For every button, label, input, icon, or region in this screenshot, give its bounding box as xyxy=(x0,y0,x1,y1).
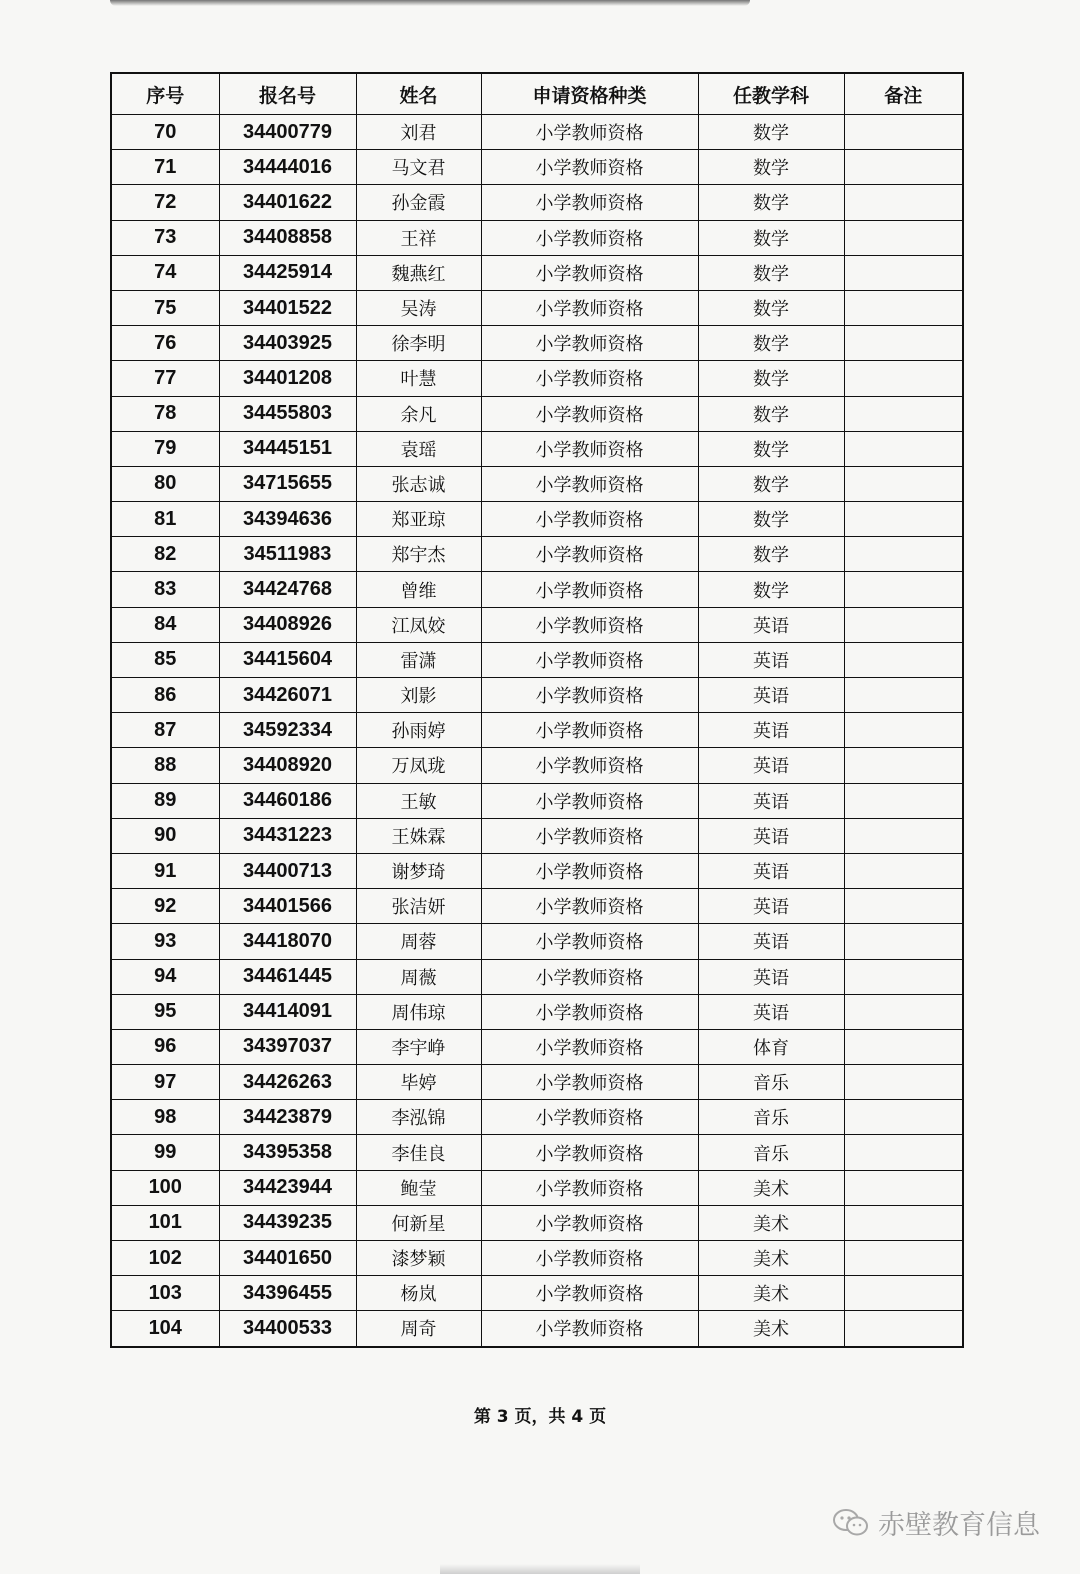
cell-subject: 数学 xyxy=(698,361,844,396)
cell-name: 刘君 xyxy=(356,115,481,150)
cell-remarks xyxy=(844,1100,963,1135)
cell-qualification-type: 小学教师资格 xyxy=(481,713,698,748)
cell-registration-number: 34395358 xyxy=(219,1135,356,1170)
cell-qualification-type: 小学教师资格 xyxy=(481,185,698,220)
cell-remarks xyxy=(844,466,963,501)
cell-remarks xyxy=(844,1311,963,1347)
cell-qualification-type: 小学教师资格 xyxy=(481,607,698,642)
cell-subject: 英语 xyxy=(698,713,844,748)
cell-qualification-type: 小学教师资格 xyxy=(481,361,698,396)
cell-remarks xyxy=(844,431,963,466)
table-row xyxy=(111,290,963,325)
cell-registration-number: 34461445 xyxy=(219,959,356,994)
cell-remarks xyxy=(844,1276,963,1311)
cell-index: 82 xyxy=(111,537,219,572)
cell-remarks xyxy=(844,326,963,361)
cell-name: 曾维 xyxy=(356,572,481,607)
cell-subject: 美术 xyxy=(698,1276,844,1311)
cell-index: 95 xyxy=(111,994,219,1029)
cell-registration-number: 34401622 xyxy=(219,185,356,220)
table-row xyxy=(111,959,963,994)
cell-registration-number: 34415604 xyxy=(219,642,356,677)
cell-index: 86 xyxy=(111,678,219,713)
cell-qualification-type: 小学教师资格 xyxy=(481,642,698,677)
cell-index: 97 xyxy=(111,1065,219,1100)
cell-qualification-type: 小学教师资格 xyxy=(481,502,698,537)
table-row xyxy=(111,220,963,255)
cell-remarks xyxy=(844,642,963,677)
cell-qualification-type: 小学教师资格 xyxy=(481,889,698,924)
cell-registration-number: 34401650 xyxy=(219,1241,356,1276)
scan-bottom-shadow xyxy=(440,1564,640,1574)
cell-remarks xyxy=(844,924,963,959)
cell-subject: 美术 xyxy=(698,1170,844,1205)
cell-remarks xyxy=(844,220,963,255)
cell-registration-number: 34423944 xyxy=(219,1170,356,1205)
cell-index: 88 xyxy=(111,748,219,783)
table-row xyxy=(111,326,963,361)
cell-name: 袁瑶 xyxy=(356,431,481,466)
cell-registration-number: 34408926 xyxy=(219,607,356,642)
table-row xyxy=(111,537,963,572)
cell-remarks xyxy=(844,1170,963,1205)
cell-qualification-type: 小学教师资格 xyxy=(481,537,698,572)
cell-registration-number: 34431223 xyxy=(219,818,356,853)
cell-subject: 数学 xyxy=(698,150,844,185)
header-remarks: 备注 xyxy=(844,73,963,115)
table-row xyxy=(111,607,963,642)
cell-qualification-type: 小学教师资格 xyxy=(481,572,698,607)
cell-index: 101 xyxy=(111,1205,219,1240)
cell-subject: 英语 xyxy=(698,959,844,994)
cell-index: 70 xyxy=(111,115,219,150)
cell-subject: 英语 xyxy=(698,748,844,783)
cell-name: 孙金霞 xyxy=(356,185,481,220)
table-row xyxy=(111,853,963,888)
cell-qualification-type: 小学教师资格 xyxy=(481,220,698,255)
cell-name: 魏燕红 xyxy=(356,255,481,290)
cell-registration-number: 34592334 xyxy=(219,713,356,748)
cell-registration-number: 34401566 xyxy=(219,889,356,924)
cell-qualification-type: 小学教师资格 xyxy=(481,853,698,888)
cell-index: 80 xyxy=(111,466,219,501)
cell-subject: 数学 xyxy=(698,326,844,361)
table-row xyxy=(111,361,963,396)
table-row xyxy=(111,1311,963,1347)
cell-name: 何新星 xyxy=(356,1205,481,1240)
table-row xyxy=(111,924,963,959)
cell-name: 周薇 xyxy=(356,959,481,994)
cell-subject: 数学 xyxy=(698,572,844,607)
cell-remarks xyxy=(844,185,963,220)
cell-remarks xyxy=(844,959,963,994)
cell-qualification-type: 小学教师资格 xyxy=(481,115,698,150)
cell-registration-number: 34408920 xyxy=(219,748,356,783)
cell-name: 鲍莹 xyxy=(356,1170,481,1205)
table-row xyxy=(111,1205,963,1240)
cell-remarks xyxy=(844,572,963,607)
page-number: 第 3 页，共 4 页 xyxy=(473,1407,607,1427)
cell-subject: 数学 xyxy=(698,537,844,572)
cell-remarks xyxy=(844,889,963,924)
cell-name: 王祥 xyxy=(356,220,481,255)
cell-index: 103 xyxy=(111,1276,219,1311)
cell-qualification-type: 小学教师资格 xyxy=(481,150,698,185)
cell-remarks xyxy=(844,150,963,185)
cell-registration-number: 34426071 xyxy=(219,678,356,713)
cell-index: 96 xyxy=(111,1029,219,1064)
cell-qualification-type: 小学教师资格 xyxy=(481,924,698,959)
cell-subject: 音乐 xyxy=(698,1135,844,1170)
cell-name: 吴涛 xyxy=(356,290,481,325)
cell-name: 周蓉 xyxy=(356,924,481,959)
cell-subject: 英语 xyxy=(698,678,844,713)
cell-name: 谢梦琦 xyxy=(356,853,481,888)
cell-remarks xyxy=(844,818,963,853)
cell-index: 92 xyxy=(111,889,219,924)
cell-remarks xyxy=(844,607,963,642)
cell-index: 73 xyxy=(111,220,219,255)
table-row xyxy=(111,396,963,431)
cell-subject: 数学 xyxy=(698,290,844,325)
header-name: 姓名 xyxy=(356,73,481,115)
cell-index: 102 xyxy=(111,1241,219,1276)
table-body xyxy=(111,115,963,1347)
table-row xyxy=(111,185,963,220)
cell-index: 81 xyxy=(111,502,219,537)
cell-registration-number: 34460186 xyxy=(219,783,356,818)
cell-registration-number: 34394636 xyxy=(219,502,356,537)
header-index: 序号 xyxy=(111,73,219,115)
cell-remarks xyxy=(844,502,963,537)
table-row xyxy=(111,466,963,501)
cell-remarks xyxy=(844,994,963,1029)
cell-index: 85 xyxy=(111,642,219,677)
cell-index: 99 xyxy=(111,1135,219,1170)
cell-remarks xyxy=(844,1065,963,1100)
table-row xyxy=(111,255,963,290)
cell-registration-number: 34424768 xyxy=(219,572,356,607)
cell-registration-number: 34423879 xyxy=(219,1100,356,1135)
wechat-logo-icon xyxy=(832,1507,870,1539)
header-row xyxy=(111,73,963,115)
cell-subject: 数学 xyxy=(698,431,844,466)
table-row xyxy=(111,1276,963,1311)
cell-subject: 美术 xyxy=(698,1241,844,1276)
cell-registration-number: 34400713 xyxy=(219,853,356,888)
cell-name: 李泓锦 xyxy=(356,1100,481,1135)
cell-name: 张洁妍 xyxy=(356,889,481,924)
cell-index: 89 xyxy=(111,783,219,818)
cell-index: 78 xyxy=(111,396,219,431)
cell-name: 李佳良 xyxy=(356,1135,481,1170)
cell-subject: 英语 xyxy=(698,853,844,888)
cell-qualification-type: 小学教师资格 xyxy=(481,1205,698,1240)
cell-name: 马文君 xyxy=(356,150,481,185)
table-row xyxy=(111,572,963,607)
cell-subject: 英语 xyxy=(698,994,844,1029)
table-row xyxy=(111,1029,963,1064)
header-subject: 任教学科 xyxy=(698,73,844,115)
cell-qualification-type: 小学教师资格 xyxy=(481,1311,698,1347)
watermark-text: 赤壁教育信息 xyxy=(878,1510,1040,1541)
cell-subject: 音乐 xyxy=(698,1100,844,1135)
cell-name: 郑宇杰 xyxy=(356,537,481,572)
cell-index: 72 xyxy=(111,185,219,220)
cell-index: 94 xyxy=(111,959,219,994)
cell-index: 84 xyxy=(111,607,219,642)
scan-top-shadow xyxy=(110,0,750,6)
cell-remarks xyxy=(844,537,963,572)
cell-index: 90 xyxy=(111,818,219,853)
cell-subject: 数学 xyxy=(698,255,844,290)
cell-qualification-type: 小学教师资格 xyxy=(481,290,698,325)
roster-table xyxy=(110,72,964,1348)
cell-index: 77 xyxy=(111,361,219,396)
cell-qualification-type: 小学教师资格 xyxy=(481,1100,698,1135)
cell-subject: 英语 xyxy=(698,924,844,959)
cell-remarks xyxy=(844,361,963,396)
cell-registration-number: 34426263 xyxy=(219,1065,356,1100)
cell-qualification-type: 小学教师资格 xyxy=(481,1065,698,1100)
table-row xyxy=(111,1100,963,1135)
cell-registration-number: 34511983 xyxy=(219,537,356,572)
cell-subject: 英语 xyxy=(698,783,844,818)
cell-qualification-type: 小学教师资格 xyxy=(481,678,698,713)
table-row xyxy=(111,748,963,783)
cell-qualification-type: 小学教师资格 xyxy=(481,1241,698,1276)
cell-registration-number: 34401208 xyxy=(219,361,356,396)
cell-remarks xyxy=(844,1029,963,1064)
cell-remarks xyxy=(844,1241,963,1276)
cell-subject: 英语 xyxy=(698,607,844,642)
cell-remarks xyxy=(844,783,963,818)
cell-registration-number: 34439235 xyxy=(219,1205,356,1240)
cell-qualification-type: 小学教师资格 xyxy=(481,994,698,1029)
cell-qualification-type: 小学教师资格 xyxy=(481,1135,698,1170)
cell-name: 周奇 xyxy=(356,1311,481,1347)
table-row xyxy=(111,502,963,537)
cell-name: 刘影 xyxy=(356,678,481,713)
cell-index: 87 xyxy=(111,713,219,748)
cell-subject: 美术 xyxy=(698,1311,844,1347)
table-row xyxy=(111,115,963,150)
cell-index: 76 xyxy=(111,326,219,361)
cell-name: 毕婷 xyxy=(356,1065,481,1100)
cell-name: 郑亚琼 xyxy=(356,502,481,537)
cell-name: 周伟琼 xyxy=(356,994,481,1029)
cell-qualification-type: 小学教师资格 xyxy=(481,1029,698,1064)
cell-index: 74 xyxy=(111,255,219,290)
cell-remarks xyxy=(844,853,963,888)
cell-remarks xyxy=(844,115,963,150)
cell-registration-number: 34414091 xyxy=(219,994,356,1029)
table-row xyxy=(111,642,963,677)
cell-subject: 体育 xyxy=(698,1029,844,1064)
cell-qualification-type: 小学教师资格 xyxy=(481,326,698,361)
cell-registration-number: 34401522 xyxy=(219,290,356,325)
cell-name: 孙雨婷 xyxy=(356,713,481,748)
cell-index: 79 xyxy=(111,431,219,466)
cell-remarks xyxy=(844,713,963,748)
cell-name: 杨岚 xyxy=(356,1276,481,1311)
table-row xyxy=(111,431,963,466)
cell-subject: 数学 xyxy=(698,396,844,431)
cell-subject: 数学 xyxy=(698,466,844,501)
cell-name: 雷潇 xyxy=(356,642,481,677)
table-row xyxy=(111,1170,963,1205)
table-row xyxy=(111,889,963,924)
cell-qualification-type: 小学教师资格 xyxy=(481,431,698,466)
cell-remarks xyxy=(844,678,963,713)
cell-name: 万凤珑 xyxy=(356,748,481,783)
cell-name: 王敏 xyxy=(356,783,481,818)
cell-remarks xyxy=(844,290,963,325)
cell-index: 83 xyxy=(111,572,219,607)
table-row xyxy=(111,994,963,1029)
cell-registration-number: 34403925 xyxy=(219,326,356,361)
cell-name: 漆梦颖 xyxy=(356,1241,481,1276)
cell-name: 叶慧 xyxy=(356,361,481,396)
cell-subject: 音乐 xyxy=(698,1065,844,1100)
cell-remarks xyxy=(844,1205,963,1240)
cell-index: 98 xyxy=(111,1100,219,1135)
header-registration-number: 报名号 xyxy=(219,73,356,115)
cell-remarks xyxy=(844,396,963,431)
cell-name: 江凤姣 xyxy=(356,607,481,642)
cell-qualification-type: 小学教师资格 xyxy=(481,1276,698,1311)
cell-registration-number: 34400533 xyxy=(219,1311,356,1347)
cell-qualification-type: 小学教师资格 xyxy=(481,1170,698,1205)
table-row xyxy=(111,818,963,853)
cell-registration-number: 34418070 xyxy=(219,924,356,959)
cell-index: 93 xyxy=(111,924,219,959)
cell-index: 91 xyxy=(111,853,219,888)
cell-registration-number: 34715655 xyxy=(219,466,356,501)
cell-name: 余凡 xyxy=(356,396,481,431)
cell-name: 徐李明 xyxy=(356,326,481,361)
cell-remarks xyxy=(844,1135,963,1170)
table-row xyxy=(111,150,963,185)
table-row xyxy=(111,1135,963,1170)
cell-qualification-type: 小学教师资格 xyxy=(481,748,698,783)
cell-qualification-type: 小学教师资格 xyxy=(481,255,698,290)
table-row xyxy=(111,783,963,818)
cell-qualification-type: 小学教师资格 xyxy=(481,783,698,818)
cell-subject: 数学 xyxy=(698,502,844,537)
cell-registration-number: 34396455 xyxy=(219,1276,356,1311)
cell-qualification-type: 小学教师资格 xyxy=(481,959,698,994)
cell-registration-number: 34400779 xyxy=(219,115,356,150)
table-row xyxy=(111,678,963,713)
cell-subject: 数学 xyxy=(698,115,844,150)
table-row xyxy=(111,713,963,748)
cell-registration-number: 34444016 xyxy=(219,150,356,185)
cell-index: 104 xyxy=(111,1311,219,1347)
cell-registration-number: 34455803 xyxy=(219,396,356,431)
cell-index: 71 xyxy=(111,150,219,185)
cell-name: 张志诚 xyxy=(356,466,481,501)
table-header xyxy=(111,73,963,115)
cell-subject: 数学 xyxy=(698,220,844,255)
cell-subject: 英语 xyxy=(698,818,844,853)
cell-qualification-type: 小学教师资格 xyxy=(481,818,698,853)
table-row xyxy=(111,1065,963,1100)
cell-subject: 英语 xyxy=(698,889,844,924)
cell-registration-number: 34397037 xyxy=(219,1029,356,1064)
cell-index: 100 xyxy=(111,1170,219,1205)
cell-registration-number: 34445151 xyxy=(219,431,356,466)
cell-name: 李宇峥 xyxy=(356,1029,481,1064)
cell-index: 75 xyxy=(111,290,219,325)
header-qualification-type: 申请资格种类 xyxy=(481,73,698,115)
cell-remarks xyxy=(844,255,963,290)
cell-registration-number: 34425914 xyxy=(219,255,356,290)
cell-qualification-type: 小学教师资格 xyxy=(481,466,698,501)
cell-registration-number: 34408858 xyxy=(219,220,356,255)
cell-qualification-type: 小学教师资格 xyxy=(481,396,698,431)
watermark xyxy=(832,1503,1040,1542)
cell-subject: 数学 xyxy=(698,185,844,220)
cell-remarks xyxy=(844,748,963,783)
cell-name: 王姝霖 xyxy=(356,818,481,853)
cell-subject: 美术 xyxy=(698,1205,844,1240)
table-row xyxy=(111,1241,963,1276)
cell-subject: 英语 xyxy=(698,642,844,677)
